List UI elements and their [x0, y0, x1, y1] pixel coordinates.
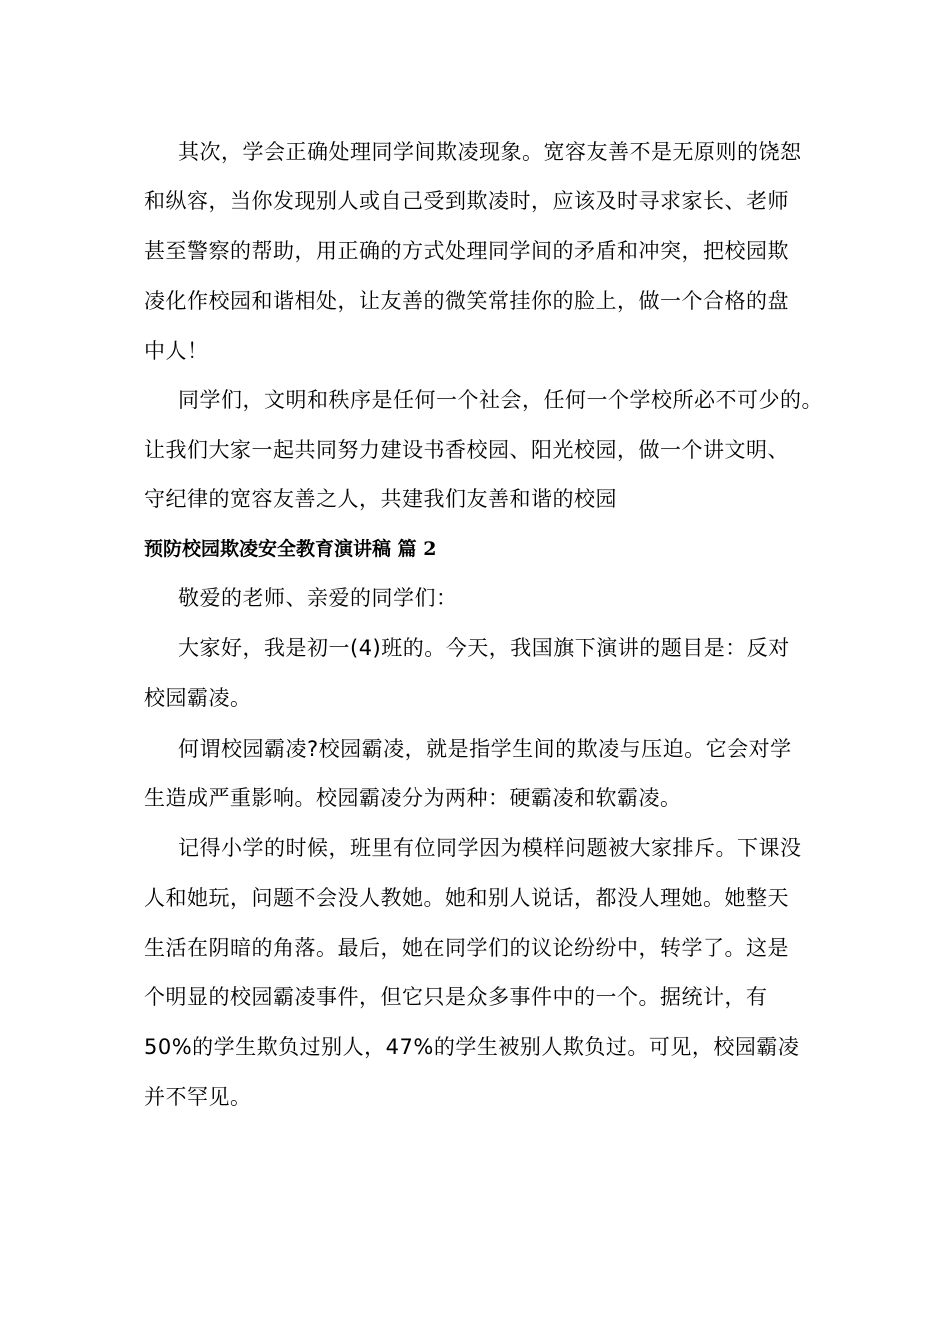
- paragraph-1-line-4: 凌化作校园和谐相处，让友善的微笑常挂你的脸上，做一个合格的盘: [144, 289, 789, 313]
- paragraph-1-line-2: 和纵容，当你发现别人或自己受到欺凌时，应该及时寻求家长、老师: [144, 189, 789, 213]
- section-heading: 预防校园欺凌安全教育演讲稿 篇 2: [144, 538, 437, 560]
- paragraph-5-line-2: 人和她玩，问题不会没人教她。她和别人说话，都没人理她。她整天: [144, 886, 789, 910]
- paragraph-5-line-3: 生活在阴暗的角落。最后，她在同学们的议论纷纷中，转学了。这是: [144, 936, 789, 960]
- paragraph-4-line-1: 何谓校园霸凌?校园霸凌，就是指学生间的欺凌与压迫。它会对学: [178, 737, 792, 761]
- paragraph-3-line-2: 校园霸凌。: [144, 686, 252, 710]
- paragraph-5-line-5: 50%的学生欺负过别人，47%的学生被别人欺负过。可见，校园霸凌: [144, 1035, 800, 1059]
- paragraph-2-line-1: 同学们，文明和秩序是任何一个社会，任何一个学校所必不可少的。: [178, 388, 823, 412]
- paragraph-3-line-1: 大家好，我是初一(4)班的。今天，我国旗下演讲的题目是：反对: [178, 636, 790, 660]
- paragraph-1-line-1: 其次，学会正确处理同学间欺凌现象。宽容友善不是无原则的饶恕: [178, 140, 802, 164]
- paragraph-2-line-2: 让我们大家一起共同努力建设书香校园、阳光校园，做一个讲文明、: [144, 438, 789, 462]
- paragraph-1-line-3: 甚至警察的帮助，用正确的方式处理同学间的矛盾和冲突，把校园欺: [144, 239, 789, 263]
- paragraph-5-line-1: 记得小学的时候，班里有位同学因为模样问题被大家排斥。下课没: [178, 836, 802, 860]
- paragraph-5-line-6: 并不罕见。: [144, 1085, 252, 1109]
- paragraph-5-line-4: 个明显的校园霸凌事件，但它只是众多事件中的一个。据统计，有: [144, 985, 768, 1009]
- greeting-line: 敬爱的老师、亲爱的同学们：: [178, 586, 458, 610]
- paragraph-4-line-2: 生造成严重影响。校园霸凌分为两种：硬霸凌和软霸凌。: [144, 786, 682, 810]
- paragraph-2-line-3: 守纪律的宽容友善之人，共建我们友善和谐的校园: [144, 487, 617, 511]
- paragraph-1-line-5: 中人！: [144, 339, 209, 363]
